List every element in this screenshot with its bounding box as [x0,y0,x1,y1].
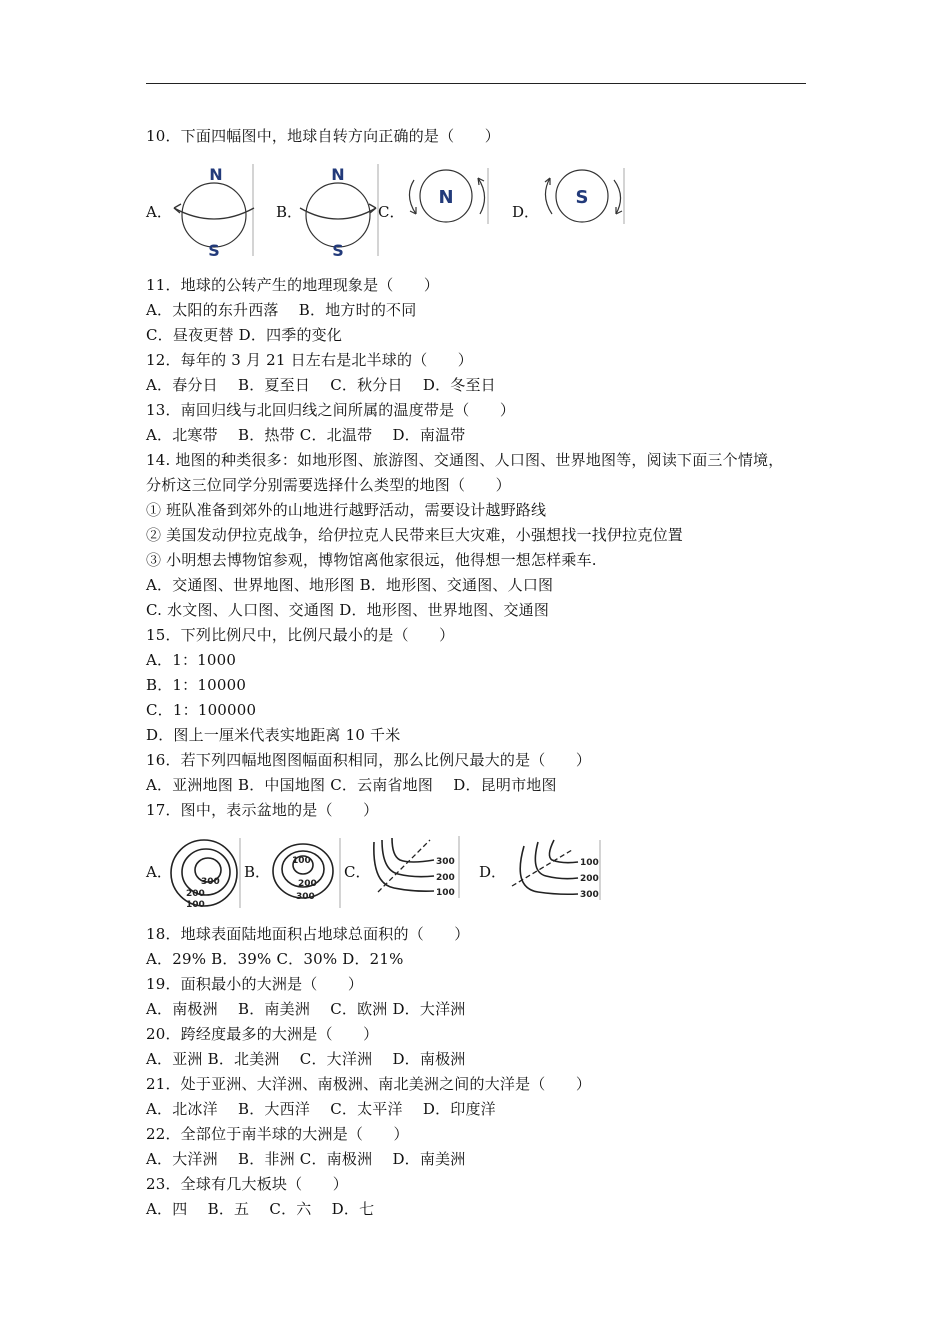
q10-figure-a-globe [170,160,256,258]
q17-option-c-label: C． [344,863,371,881]
q15-option-c: C．1：100000 [146,701,257,719]
q14-scenario-3: ③ 小明想去博物馆参观，博物馆离他家很远，他得想一想怎样乘车. [146,551,597,569]
q13-options: A．北寒带 B．热带 C．北温带 D．南温带 [146,426,466,444]
q10-figure-d-south-pole [540,166,626,226]
q17-a-contour-300: 300 [201,877,220,887]
q17-figure-c-contour [370,834,462,900]
q17-c-contour-200: 200 [436,873,455,883]
q18-stem: 18．地球表面陆地面积占地球总面积的（ ） [146,925,470,943]
q17-b-contour-200: 200 [298,879,317,889]
q17-d-contour-300: 300 [580,890,599,900]
q17-b-contour-100: 100 [292,856,311,866]
q10-figure-b-globe [296,160,382,258]
q14-scenario-1: ① 班队准备到郊外的山地进行越野活动，需要设计越野路线 [146,501,547,519]
q17-stem: 17．图中，表示盆地的是（ ） [146,801,379,819]
q10-b-north-label: N [331,165,345,184]
q17-b-contour-300: 300 [296,892,315,902]
q10-d-south-label: S [575,187,589,208]
q10-a-south-label: S [208,241,220,258]
q10-a-north-label: N [209,165,223,184]
q10-option-d-label: D． [512,203,540,221]
q12-options: A．春分日 B．夏至日 C．秋分日 D．冬至日 [146,376,496,394]
q17-d-contour-200: 200 [580,874,599,884]
q11-options-ab: A．太阳的东升西落 B．地方时的不同 [146,301,417,319]
q23-options: A．四 B．五 C．六 D．七 [146,1200,375,1218]
q17-d-contour-100: 100 [580,858,599,868]
q17-figure-b-contour [268,836,342,910]
q20-options: A．亚洲 B．北美洲 C．大洋洲 D．南极洲 [146,1050,466,1068]
q14-stem-line2: 分析这三位同学分别需要选择什么类型的地图（ ） [146,476,511,494]
q17-figure-d-contour [504,838,602,902]
q17-option-b-label: B． [244,863,271,881]
q15-option-b: B．1：10000 [146,676,247,694]
q22-stem: 22．全部位于南半球的大洲是（ ） [146,1125,409,1143]
q17-option-d-label: D． [479,863,507,881]
q10-option-c-label: C． [378,203,405,221]
q18-options: A．29% B．39% C．30% D．21% [146,950,404,968]
q10-option-a-label: A． [146,203,172,221]
q23-stem: 23．全球有几大板块（ ） [146,1175,348,1193]
q17-c-contour-100: 100 [436,888,455,898]
q22-options: A．大洋洲 B．非洲 C．南极洲 D．南美洲 [146,1150,466,1168]
q14-options-cd: C. 水文图、人口图、交通图 D．地形图、世界地图、交通图 [146,601,550,619]
q16-options: A．亚洲地图 B．中国地图 C．云南省地图 D．昆明市地图 [146,776,557,794]
q21-options: A．北冰洋 B．大西洋 C．太平洋 D．印度洋 [146,1100,496,1118]
q10-c-north-label: N [438,187,454,208]
q12-stem: 12．每年的 3 月 21 日左右是北半球的（ ） [146,351,473,369]
q15-option-d: D．图上一厘米代表实地距离 10 千米 [146,726,401,744]
question-10-stem: 10．下面四幅图中，地球自转方向正确的是（ ） [146,127,500,145]
q11-stem: 11．地球的公转产生的地理现象是（ ） [146,276,440,294]
q17-c-contour-300: 300 [436,857,455,867]
q17-a-contour-100: 100 [186,900,205,910]
q14-scenario-2: ② 美国发动伊拉克战争，给伊拉克人民带来巨大灾难，小强想找一找伊拉克位置 [146,526,683,544]
q14-options-ab: A．交通图、世界地图、地形图 B．地形图、交通图、人口图 [146,576,554,594]
q17-a-contour-200: 200 [186,889,205,899]
q16-stem: 16．若下列四幅地图图幅面积相同，那么比例尺最大的是（ ） [146,751,592,769]
q14-stem-line1: 14. 地图的种类很多：如地形图、旅游图、交通图、人口图、世界地图等，阅读下面三个情境， [146,451,784,469]
q17-figure-a-contour [168,836,242,910]
q21-stem: 21．处于亚洲、大洋洲、南极洲、南北美洲之间的大洋是（ ） [146,1075,592,1093]
q19-options: A．南极洲 B．南美洲 C．欧洲 D．大洋洲 [146,1000,466,1018]
q20-stem: 20．跨经度最多的大洲是（ ） [146,1025,379,1043]
q17-option-a-label: A． [146,863,172,881]
q11-options-cd: C．昼夜更替 D．四季的变化 [146,326,343,344]
q15-option-a: A．1：1000 [146,651,237,669]
header-rule [146,83,806,84]
q10-b-south-label: S [332,241,344,258]
q15-stem: 15．下列比例尺中，比例尺最小的是（ ） [146,626,455,644]
q19-stem: 19．面积最小的大洲是（ ） [146,975,364,993]
q10-option-b-label: B． [276,203,303,221]
q10-figure-c-north-pole [404,166,490,226]
q13-stem: 13．南回归线与北回归线之间所属的温度带是（ ） [146,401,516,419]
